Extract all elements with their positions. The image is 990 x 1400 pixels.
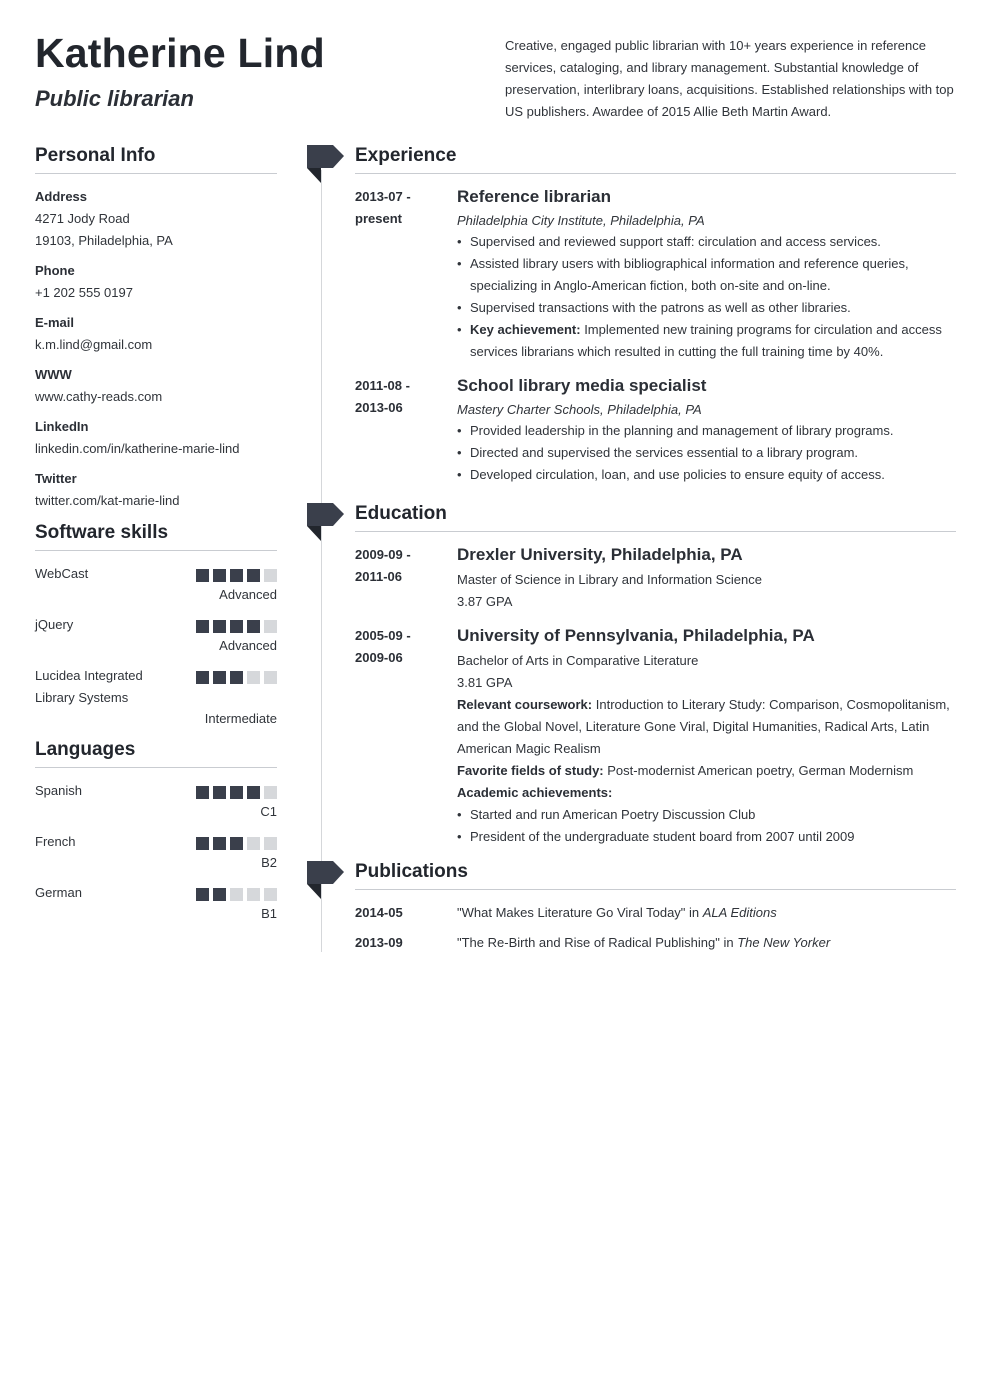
achievement-item: • President of the undergraduate student board from 2007 until 2009 <box>457 826 956 848</box>
left-column <box>35 145 277 934</box>
rating-dot-filled <box>196 620 209 633</box>
contact-item-twitter <box>35 468 277 512</box>
entry-content <box>457 625 956 848</box>
language-item-name: German <box>35 885 82 900</box>
skill-item-name: Lucidea Integrated Library Systems <box>35 668 143 705</box>
rating-dot-empty <box>264 671 277 684</box>
rating-dot-filled <box>247 786 260 799</box>
contact-label: WWW <box>35 367 72 382</box>
language-item-level: B1 <box>261 906 277 921</box>
contact-value: 19103, Philadelphia, PA <box>35 233 173 248</box>
rating-dot-filled <box>230 786 243 799</box>
date-end: 2009-06 <box>355 650 403 665</box>
software-skills-section <box>35 522 277 729</box>
timeline-line <box>321 170 322 952</box>
language-item <box>35 780 277 822</box>
favorite-fields <box>457 760 956 782</box>
school-name: University of Pennsylvania, Philadelphia, PA <box>457 626 815 645</box>
duty-item: • Supervised transactions with the patrons as well as other libraries. <box>457 297 956 319</box>
skill-item-name: jQuery <box>35 617 74 632</box>
contact-value: linkedin.com/in/katherine-marie-lind <box>35 441 240 456</box>
entry-content <box>457 375 956 486</box>
school-name: Drexler University, Philadelphia, PA <box>457 545 743 564</box>
key-achievement-item <box>457 319 956 363</box>
coursework <box>457 694 956 760</box>
language-item-level: C1 <box>260 804 277 819</box>
rating-dot-filled <box>213 888 226 901</box>
rating-dot-filled <box>196 786 209 799</box>
languages-heading: Languages <box>35 739 277 768</box>
contact-label: Twitter <box>35 471 77 486</box>
employer: Philadelphia City Institute, Philadelphia, PA <box>457 213 705 228</box>
rating-dot-filled <box>196 569 209 582</box>
contact-value: k.m.lind@gmail.com <box>35 337 153 352</box>
rating-dot-filled <box>213 786 226 799</box>
rating-dots <box>196 837 277 850</box>
skill-item-row <box>35 665 277 709</box>
contact-item-e-mail <box>35 312 277 356</box>
publication-date: 2013-09 <box>355 935 403 950</box>
publications-heading: Publications <box>355 861 956 890</box>
personal-info-list <box>35 186 277 512</box>
publication-text <box>457 932 830 954</box>
gpa: 3.81 GPA <box>457 675 513 690</box>
rating-dots <box>196 786 277 799</box>
employer: Mastery Charter Schools, Philadelphia, PA <box>457 402 702 417</box>
profile-summary: Creative, engaged public librarian with 10+ years experience in reference services, cataloging, and library management. Substantial knowledge of preservation, interlibrary loans, acquisitions. Established relationships with top US publishers. Awardee of 2015 Allie Beth Martin Award. <box>505 38 954 119</box>
publication-date: 2014-05 <box>355 905 403 920</box>
experience-entry <box>355 186 956 363</box>
language-item-row <box>35 882 277 904</box>
skill-item-level: Intermediate <box>204 711 277 726</box>
job-title: Public librarian <box>35 86 194 111</box>
key-achievement-text: Implemented new training programs for circulation and access services librarians which resulted in cutting the full training time by 40%. <box>470 322 942 359</box>
contact-label: E-mail <box>35 315 75 330</box>
contact-item-phone <box>35 260 277 304</box>
entry-date <box>355 375 457 486</box>
rating-dot-empty <box>247 888 260 901</box>
contact-value: 4271 Jody Road <box>35 211 130 226</box>
publication-source: ALA Editions <box>702 905 777 920</box>
rating-dot-empty <box>264 786 277 799</box>
key-achievement-label: Key achievement: <box>470 322 581 337</box>
rating-dot-filled <box>213 620 226 633</box>
contact-item-address <box>35 186 277 252</box>
publication-title: "What Makes Literature Go Viral Today" in <box>457 905 703 920</box>
software-skills-heading: Software skills <box>35 522 277 551</box>
rating-dot-empty <box>264 620 277 633</box>
language-item-name: Spanish <box>35 783 82 798</box>
experience-heading: Experience <box>355 145 956 174</box>
contact-label: LinkedIn <box>35 419 89 434</box>
rating-dots <box>196 569 277 582</box>
entry-date <box>355 625 457 848</box>
favorite-fields-label: Favorite fields of study: <box>457 763 604 778</box>
skill-item-row <box>35 614 277 636</box>
experience-section <box>355 145 956 498</box>
date-end: 2011-06 <box>355 569 402 584</box>
experience-entry <box>355 375 956 486</box>
entry-date <box>355 544 457 613</box>
gpa: 3.87 GPA <box>457 594 513 609</box>
skill-item <box>35 614 277 656</box>
skill-item <box>35 563 277 605</box>
rating-dot-filled <box>247 620 260 633</box>
section-flag-icon <box>307 145 344 183</box>
skill-item <box>35 665 277 729</box>
education-entry <box>355 625 956 848</box>
rating-dot-filled <box>230 671 243 684</box>
languages-section <box>35 739 277 924</box>
language-item <box>35 882 277 924</box>
date-start: 2009-09 - <box>355 547 411 562</box>
date-end: 2013-06 <box>355 400 403 415</box>
contact-label: Address <box>35 189 88 204</box>
skill-item-row <box>35 563 277 585</box>
date-start: 2005-09 - <box>355 628 411 643</box>
entry-content <box>457 544 956 613</box>
contact-value: +1 202 555 0197 <box>35 285 133 300</box>
coursework-text: Introduction to Literary Study: Comparison, Cosmopolitanism, and the Global Novel, Literature Gone Viral, Digital Humanities, Radical Arts, Latin American Magic Realism <box>457 697 950 756</box>
rating-dot-filled <box>196 837 209 850</box>
entry-content <box>457 186 956 363</box>
duty-item: • Directed and supervised the services essential to a library program. <box>457 442 956 464</box>
contact-value: www.cathy-reads.com <box>35 389 163 404</box>
languages-list <box>35 780 277 924</box>
achievements-list <box>457 804 956 848</box>
section-flag-icon <box>307 861 344 899</box>
rating-dot-filled <box>213 837 226 850</box>
contact-value: twitter.com/kat-marie-lind <box>35 493 180 508</box>
education-heading: Education <box>355 503 956 532</box>
date-start: 2011-08 - <box>355 378 410 393</box>
degree: Bachelor of Arts in Comparative Literature <box>457 653 699 668</box>
duty-item: • Provided leadership in the planning and management of library programs. <box>457 420 956 442</box>
entry-date <box>355 186 457 363</box>
publications-section <box>355 861 956 962</box>
degree: Master of Science in Library and Information Science <box>457 572 762 587</box>
rating-dot-empty <box>247 671 260 684</box>
publication-source: The New Yorker <box>737 935 831 950</box>
candidate-name: Katherine Lind <box>35 30 325 76</box>
contact-label: Phone <box>35 263 75 278</box>
personal-info-section <box>35 145 277 512</box>
rating-dot-filled <box>230 620 243 633</box>
language-item <box>35 831 277 873</box>
rating-dot-filled <box>247 569 260 582</box>
skill-item-level: Advanced <box>219 638 277 653</box>
skill-item-level: Advanced <box>219 587 277 602</box>
education-section <box>355 503 956 860</box>
publication-entry <box>355 902 956 924</box>
language-item-name: French <box>35 834 76 849</box>
achievements-heading: Academic achievements: <box>457 785 613 800</box>
language-item-row <box>35 831 277 853</box>
duty-item: • Developed circulation, loan, and use policies to ensure equity of access. <box>457 464 956 486</box>
coursework-label: Relevant coursework: <box>457 697 593 712</box>
rating-dots <box>196 620 277 633</box>
rating-dot-empty <box>264 569 277 582</box>
rating-dot-empty <box>247 837 260 850</box>
language-item-row <box>35 780 277 802</box>
publication-text <box>457 902 777 924</box>
rating-dot-empty <box>264 888 277 901</box>
position-title: Reference librarian <box>457 187 612 206</box>
date-start: 2013-07 - <box>355 189 411 204</box>
publication-entry <box>355 932 956 954</box>
rating-dot-filled <box>196 888 209 901</box>
rating-dot-filled <box>196 671 209 684</box>
rating-dot-empty <box>230 888 243 901</box>
rating-dot-filled <box>213 671 226 684</box>
rating-dot-empty <box>264 837 277 850</box>
rating-dot-filled <box>230 837 243 850</box>
section-flag-icon <box>307 503 344 541</box>
language-item-level: B2 <box>261 855 277 870</box>
rating-dots <box>196 888 277 901</box>
publication-title: "The Re-Birth and Rise of Radical Publishing" in <box>457 935 738 950</box>
achievements-label <box>457 782 956 804</box>
rating-dot-filled <box>213 569 226 582</box>
personal-info-heading: Personal Info <box>35 145 277 174</box>
contact-item-www <box>35 364 277 408</box>
duties-list <box>457 231 956 363</box>
skill-item-name: WebCast <box>35 566 89 581</box>
duty-item: • Assisted library users with bibliographical information and reference queries, specializing in Anglo-American fiction, both on-site and on-line. <box>457 253 956 297</box>
position-title: School library media specialist <box>457 376 707 395</box>
software-skills-list <box>35 563 277 729</box>
contact-item-linkedin <box>35 416 277 460</box>
education-entry <box>355 544 956 613</box>
favorite-fields-text: Post-modernist American poetry, German Modernism <box>607 763 914 778</box>
rating-dots <box>196 671 277 684</box>
date-end: present <box>355 211 402 226</box>
duty-item: • Supervised and reviewed support staff: circulation and access services. <box>457 231 956 253</box>
duties-list <box>457 420 956 486</box>
achievement-item: • Started and run American Poetry Discussion Club <box>457 804 956 826</box>
rating-dot-filled <box>230 569 243 582</box>
